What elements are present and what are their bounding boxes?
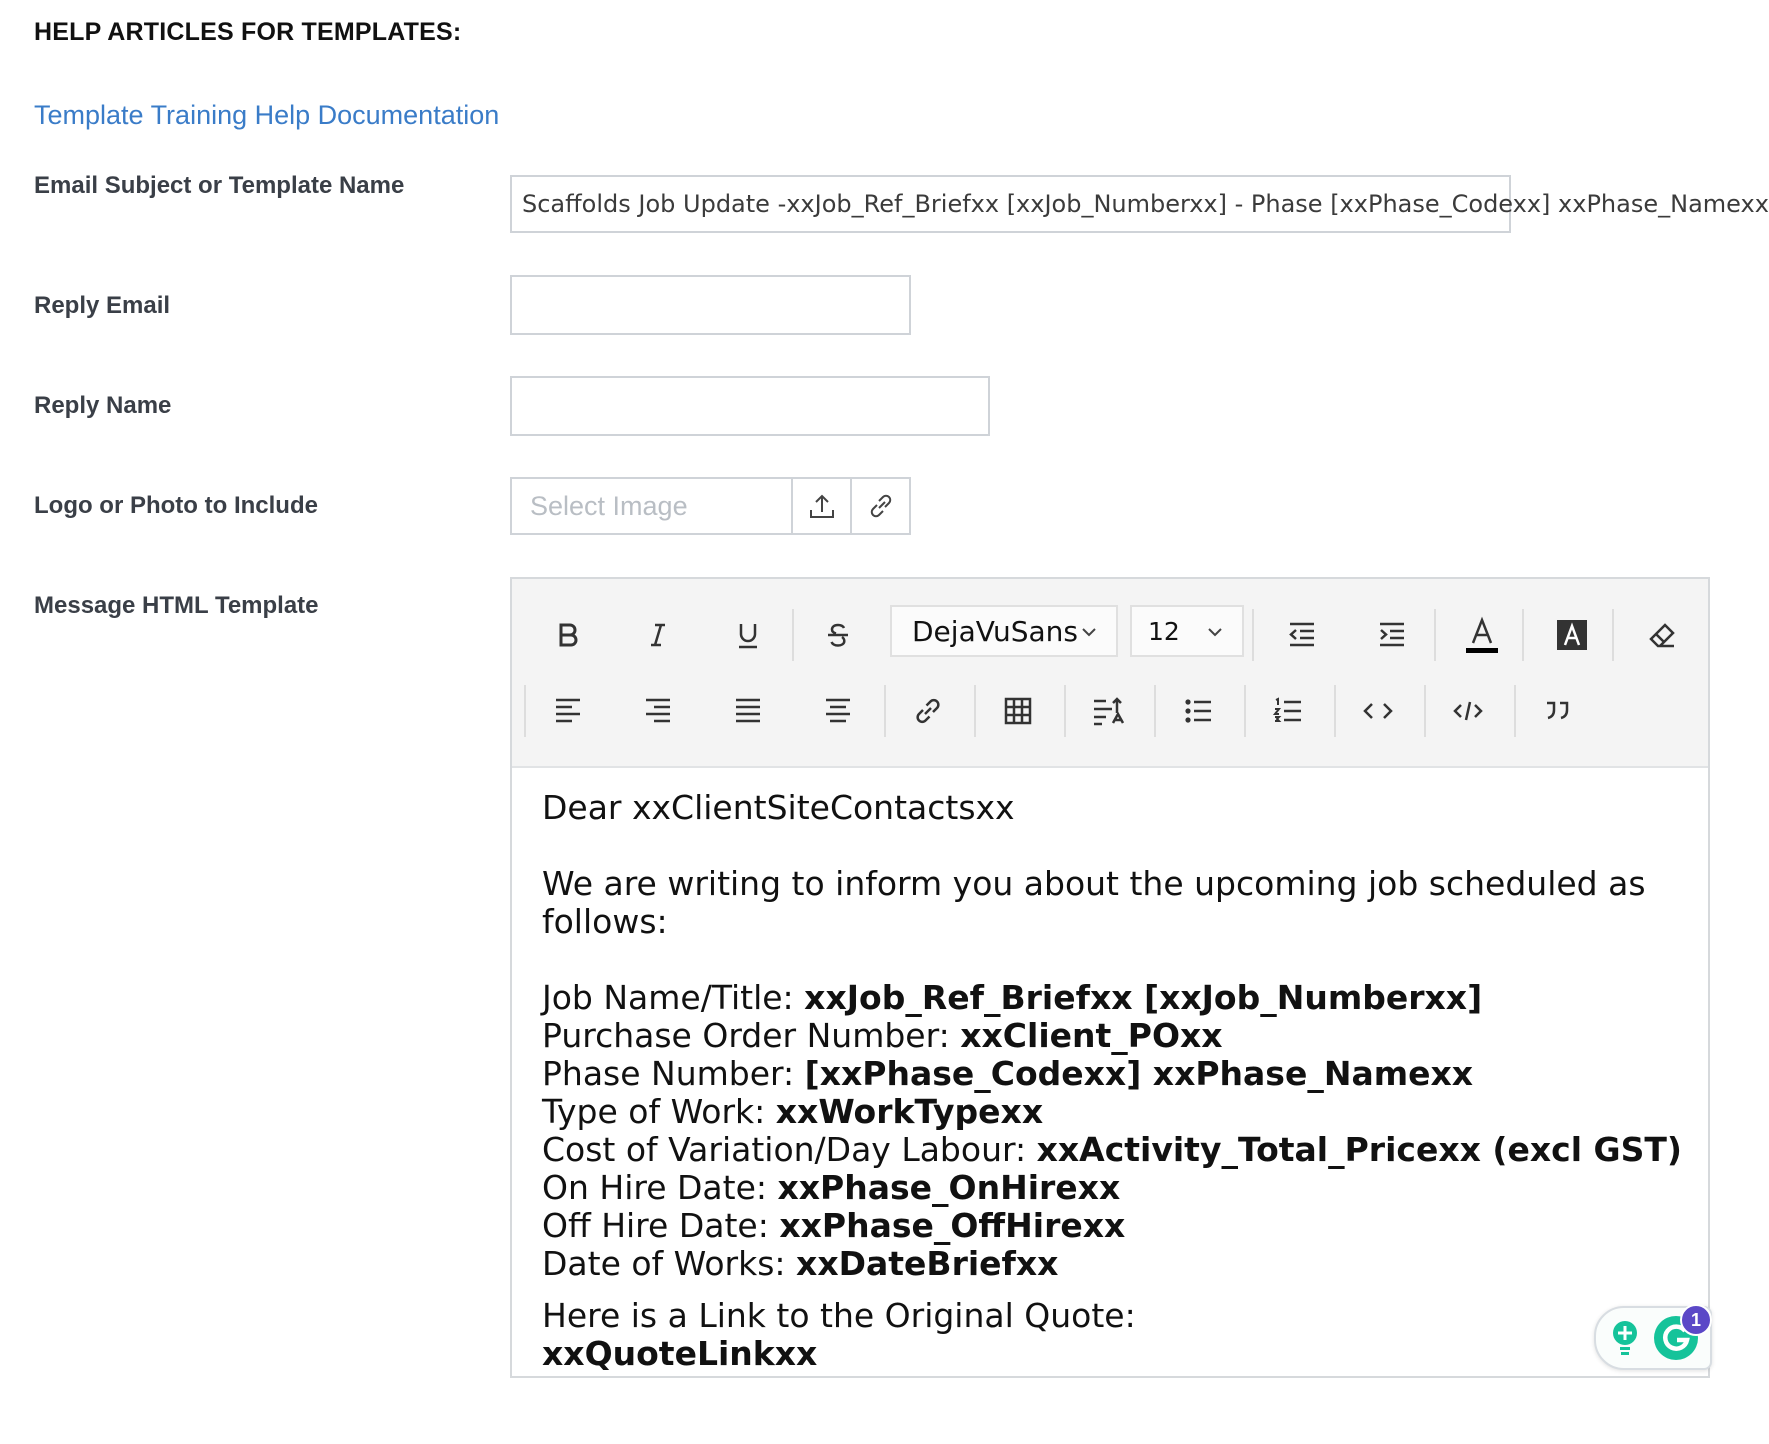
insert-table-button[interactable] — [988, 681, 1048, 741]
toolbar-separator — [1252, 609, 1254, 661]
highlight-color-button[interactable] — [1542, 605, 1602, 665]
upload-button[interactable] — [791, 479, 850, 533]
message-label: Message HTML Template — [34, 592, 319, 619]
field-label: Phase Number: — [542, 1054, 805, 1093]
field-value: xxPhase_OffHirexx — [779, 1206, 1126, 1245]
code-view-icon — [1362, 695, 1394, 727]
link-icon — [866, 491, 896, 521]
field-line — [542, 1207, 1688, 1245]
quote-link-value: xxQuoteLinkxx — [542, 1334, 818, 1373]
numbered-list-icon — [1272, 695, 1304, 727]
field-line — [542, 1131, 1688, 1169]
toolbar-separator — [1334, 685, 1336, 737]
lightbulb-icon — [1608, 1318, 1642, 1358]
logo-label: Logo or Photo to Include — [34, 492, 318, 519]
field-line — [542, 1169, 1688, 1207]
subject-label: Email Subject or Template Name — [34, 172, 405, 199]
toolbar-separator — [1064, 685, 1066, 737]
italic-button[interactable] — [628, 605, 688, 665]
reply-name-input[interactable] — [510, 376, 990, 436]
field-value: xxJob_Ref_Briefxx [xxJob_Numberxx] — [804, 978, 1483, 1017]
align-center-icon — [822, 695, 854, 727]
field-line — [542, 1245, 1688, 1283]
field-label: Purchase Order Number: — [542, 1016, 961, 1055]
blockquote-icon — [1542, 695, 1574, 727]
text-color-icon — [1464, 615, 1500, 655]
field-line — [542, 979, 1688, 1017]
chevron-down-icon — [1078, 621, 1100, 643]
toolbar-separator — [1244, 685, 1246, 737]
subject-input[interactable]: Scaffolds Job Update -xxJob_Ref_Briefxx [xxJob_Numberxx] - Phase [xxPhase_Codexx] xxPhase_Namexx — [510, 175, 1511, 233]
image-link-button[interactable] — [850, 479, 909, 533]
toolbar-separator — [792, 609, 794, 661]
clear-format-button[interactable] — [1632, 605, 1692, 665]
field-line — [542, 1093, 1688, 1131]
outdent-icon — [1286, 619, 1318, 651]
font-size-value: 12 — [1148, 616, 1180, 646]
underline-button[interactable] — [718, 605, 778, 665]
field-value: xxWorkTypexx — [775, 1092, 1044, 1131]
toolbar-separator — [974, 685, 976, 737]
font-family-dropdown[interactable] — [890, 605, 1118, 657]
underline-icon — [733, 620, 763, 650]
align-left-icon — [552, 695, 584, 727]
greeting-line: Dear xxClientSiteContactsxx — [542, 788, 1015, 827]
field-label: Job Name/Title: — [542, 978, 805, 1017]
font-size-dropdown[interactable] — [1130, 605, 1244, 657]
numbered-list-button[interactable] — [1258, 681, 1318, 741]
line-height-icon — [1091, 695, 1125, 727]
toolbar-separator — [1154, 685, 1156, 737]
field-line — [542, 1017, 1688, 1055]
link-icon — [912, 695, 944, 727]
field-label: Type of Work: — [542, 1092, 776, 1131]
bold-button[interactable] — [538, 605, 598, 665]
field-label: Date of Works: — [542, 1244, 797, 1283]
align-justify-button[interactable] — [718, 681, 778, 741]
field-label: On Hire Date: — [542, 1168, 778, 1207]
strikethrough-button[interactable] — [808, 605, 868, 665]
editor-toolbar — [512, 579, 1708, 768]
blockquote-button[interactable] — [1528, 681, 1588, 741]
toolbar-separator — [1522, 609, 1524, 661]
toolbar-separator — [1514, 685, 1516, 737]
toolbar-separator — [1434, 609, 1436, 661]
quote-link-line: Here is a Link to the Original Quote: — [542, 1296, 1136, 1335]
bullet-list-icon — [1182, 695, 1214, 727]
reply-name-label: Reply Name — [34, 392, 172, 419]
code-block-icon — [1452, 695, 1484, 727]
outdent-button[interactable] — [1272, 605, 1332, 665]
intro-paragraph: We are writing to inform you about the upcoming job scheduled as follows: — [542, 864, 1646, 941]
field-label: Off Hire Date: — [542, 1206, 780, 1245]
strikethrough-icon — [823, 620, 853, 650]
italic-icon — [643, 620, 673, 650]
field-value: xxClient_POxx — [960, 1016, 1223, 1055]
grammarly-badge: 1 — [1680, 1304, 1712, 1336]
field-value: xxActivity_Total_Pricexx (excl GST) — [1036, 1130, 1682, 1169]
field-line — [542, 1055, 1688, 1093]
table-icon — [1002, 695, 1034, 727]
toolbar-separator — [524, 685, 526, 737]
editor-content[interactable] — [542, 789, 1688, 1373]
help-heading: HELP ARTICLES FOR TEMPLATES: — [34, 18, 462, 46]
field-value: [xxPhase_Codexx] xxPhase_Namexx — [804, 1054, 1474, 1093]
field-value: xxPhase_OnHirexx — [777, 1168, 1121, 1207]
align-left-button[interactable] — [538, 681, 598, 741]
code-block-button[interactable] — [1438, 681, 1498, 741]
help-documentation-link[interactable]: Template Training Help Documentation — [34, 100, 500, 130]
align-right-icon — [642, 695, 674, 727]
align-right-button[interactable] — [628, 681, 688, 741]
upload-icon — [807, 491, 837, 521]
bullet-list-button[interactable] — [1168, 681, 1228, 741]
clear-format-icon — [1646, 619, 1678, 651]
align-justify-icon — [732, 695, 764, 727]
insert-link-button[interactable] — [898, 681, 958, 741]
toolbar-separator — [1424, 685, 1426, 737]
select-image-placeholder[interactable]: Select Image — [530, 491, 688, 521]
image-selector — [510, 477, 911, 535]
reply-email-label: Reply Email — [34, 292, 171, 319]
bold-icon — [553, 620, 583, 650]
field-value: xxDateBriefxx — [796, 1244, 1059, 1283]
field-label: Cost of Variation/Day Labour: — [542, 1130, 1037, 1169]
indent-icon — [1376, 619, 1408, 651]
text-color-button[interactable] — [1452, 605, 1512, 665]
toolbar-separator — [1612, 609, 1614, 661]
toolbar-separator — [884, 685, 886, 737]
reply-email-input[interactable] — [510, 275, 911, 335]
indent-button[interactable] — [1362, 605, 1422, 665]
align-center-button[interactable] — [808, 681, 868, 741]
font-family-value: DejaVuSans — [912, 614, 1078, 648]
code-view-button[interactable] — [1348, 681, 1408, 741]
html-editor — [510, 577, 1710, 1378]
highlight-color-icon — [1556, 619, 1588, 651]
chevron-down-icon — [1204, 621, 1226, 643]
line-height-button[interactable] — [1078, 681, 1138, 741]
